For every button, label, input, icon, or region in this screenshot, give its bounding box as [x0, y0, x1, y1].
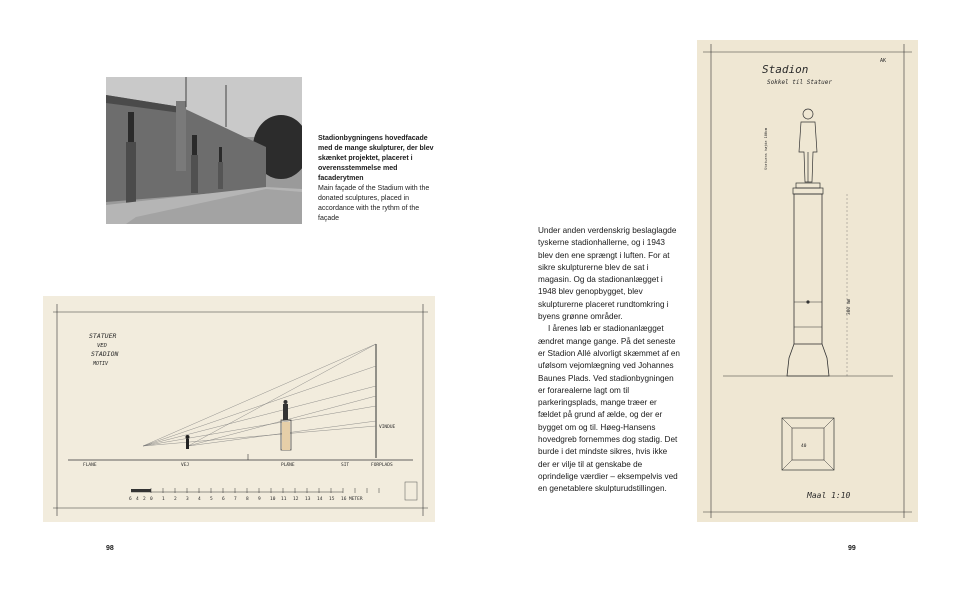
scale-label: 10 — [270, 497, 276, 502]
scale-label: 4 — [136, 497, 139, 502]
scale-label: 13 — [305, 497, 311, 502]
elevation-drawing-left — [43, 296, 435, 522]
ground-label-2: VEJ — [181, 463, 190, 468]
ground-label-3: PLÆNE — [281, 463, 295, 468]
drawing-right-base-dimension: 40 — [801, 444, 807, 449]
drawing-title-2: VED — [97, 343, 107, 349]
drawing-title-4: MOTIV — [93, 361, 109, 367]
drawing-right-corner: AK — [880, 58, 887, 64]
drawing-right-dimension: 300 mm — [847, 298, 852, 315]
drawing-right-scale: Maal 1:10 — [807, 491, 851, 500]
drawing-right-title: Stadion — [762, 63, 809, 76]
caption-danish: Stadionbygningens hovedfacade med de mange skulpturer, der blev skænket projektet, placeret i overensstemmelse med facaderytmen — [318, 135, 434, 182]
scale-label: 7 — [234, 497, 237, 502]
scale-label: METER — [349, 497, 363, 502]
drawing-label-window: VINDUE — [379, 425, 396, 430]
scale-label: 14 — [317, 497, 323, 502]
facade-photo-image — [106, 77, 302, 224]
scale-label: 4 — [198, 497, 201, 502]
drawing-title-1: STATUER — [89, 332, 117, 340]
scale-label: 16 — [341, 497, 347, 502]
scale-label: 9 — [258, 497, 261, 502]
scale-label: 5 — [210, 497, 213, 502]
scale-label: 15 — [329, 497, 335, 502]
scale-label: 2 — [143, 497, 146, 502]
scale-label: 0 — [150, 497, 153, 502]
scale-label: 6 — [222, 497, 225, 502]
body-paragraph-2: I årenes løb er stadionanlægget ændret mange gange. På det seneste er Stadion Allé alvorligt skæmmet af en ufølsom vejomlægning ved Johannes Baunes Plads. Ved stadionbygningen er forarealerne lagt om til parkeringsplads, mange træer er fældet på grund af ælde, og der er bygget om og til. Høeg-Hansens hovedgreb fornemmes dog stadig. Det burde i det mindste sikres, hvis ikke der er vilje til at genskabe de oprindelige værdier – eksempelvis ved en genetablere skulpturudstillingen. — [538, 324, 680, 494]
photo-caption — [318, 134, 436, 224]
scale-label: 2 — [174, 497, 177, 502]
article-body — [538, 225, 680, 496]
scale-label: 12 — [293, 497, 299, 502]
facade-photo — [106, 77, 302, 224]
ground-label-5: FORPLADS — [371, 463, 393, 468]
scale-label: 1 — [162, 497, 165, 502]
scale-label: 6 — [129, 497, 132, 502]
body-paragraph-1: Under anden verdenskrig beslaglagde tyskerne stadionhallerne, og i 1943 blev den ene sprængt i luften. For at sikre skulpturerne blev de sat i magasin. Og da stadionanlægget i 1948 blev genopbygget, blev skulpturerne placeret rundtomkring i byens grønne områder. — [538, 226, 677, 322]
page-number-right: 99 — [848, 545, 856, 552]
scale-label: 3 — [186, 497, 189, 502]
drawing-right-side-note: Statuens højde 180cm — [764, 127, 768, 170]
caption-english: Main façade of the Stadium with the donated sculptures, placed in accordance with the rythm of the façade — [318, 185, 430, 222]
ground-label-1: FLANE — [83, 463, 97, 468]
ground-label-4: SIT — [341, 463, 350, 468]
drawing-right-subtitle: Sokkel til Statuer — [767, 79, 833, 86]
pedestal-drawing-right — [697, 40, 918, 522]
drawing-title-3: STADION — [91, 350, 119, 358]
scale-label: 11 — [281, 497, 287, 502]
scale-label: 8 — [246, 497, 249, 502]
page-number-left: 98 — [106, 545, 114, 552]
